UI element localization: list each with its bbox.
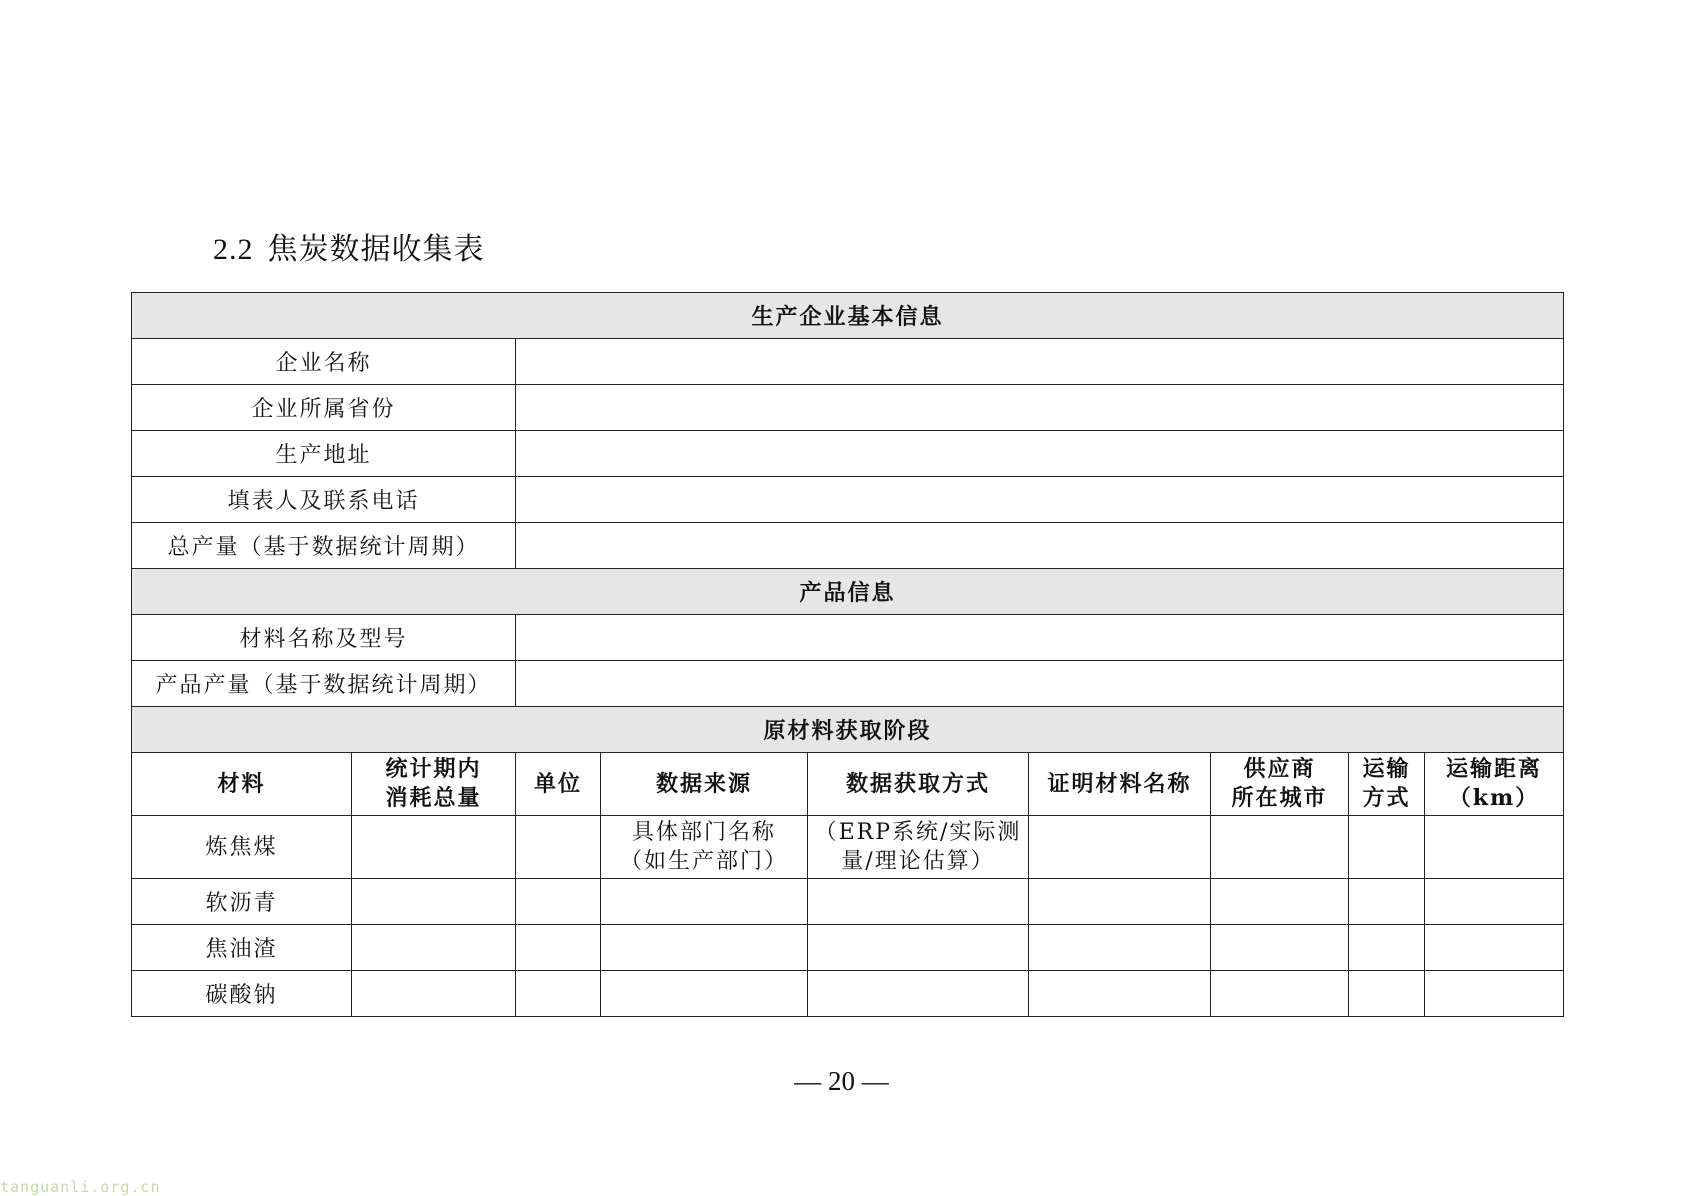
cell-data-source[interactable]	[601, 879, 808, 925]
cell-proof[interactable]	[1029, 971, 1211, 1017]
cell-transport-distance[interactable]	[1425, 816, 1564, 879]
cell-unit[interactable]	[516, 971, 601, 1017]
cell-unit[interactable]	[516, 816, 601, 879]
product-info-header: 产品信息	[132, 569, 1564, 615]
cell-method[interactable]	[808, 879, 1029, 925]
field-value-company-province[interactable]	[516, 385, 1564, 431]
field-label-company-name: 企业名称	[132, 339, 516, 385]
cell-data-source[interactable]	[601, 925, 808, 971]
table-row	[132, 385, 1564, 431]
cell-supplier-city[interactable]	[1211, 879, 1349, 925]
cell-transport-mode[interactable]	[1349, 816, 1425, 879]
table-row	[132, 615, 1564, 661]
cell-material: 炼焦煤	[132, 816, 352, 879]
column-header-material: 材料	[132, 753, 352, 816]
cell-proof[interactable]	[1029, 879, 1211, 925]
field-label-contact: 填表人及联系电话	[132, 477, 516, 523]
cell-transport-mode[interactable]	[1349, 925, 1425, 971]
basic-info-header: 生产企业基本信息	[132, 293, 1564, 339]
table-row	[132, 816, 1564, 879]
cell-method[interactable]	[808, 925, 1029, 971]
field-label-material-model: 材料名称及型号	[132, 615, 516, 661]
cell-material: 碳酸钠	[132, 971, 352, 1017]
cell-data-source[interactable]: 具体部门名称 （如生产部门）	[601, 816, 808, 879]
column-header-row	[132, 753, 1564, 816]
cell-proof[interactable]	[1029, 816, 1211, 879]
column-header-unit: 单位	[516, 753, 601, 816]
cell-unit[interactable]	[516, 879, 601, 925]
cell-transport-mode[interactable]	[1349, 971, 1425, 1017]
cell-method[interactable]: （ERP系统/实际测 量/理论估算）	[808, 816, 1029, 879]
table-row	[132, 431, 1564, 477]
cell-consumption[interactable]	[352, 925, 516, 971]
field-label-product-output: 产品产量（基于数据统计周期）	[132, 661, 516, 707]
cell-consumption[interactable]	[352, 816, 516, 879]
field-label-production-address: 生产地址	[132, 431, 516, 477]
cell-supplier-city[interactable]	[1211, 816, 1349, 879]
cell-data-source[interactable]	[601, 971, 808, 1017]
cell-supplier-city[interactable]	[1211, 971, 1349, 1017]
column-header-consumption: 统计期内 消耗总量	[352, 753, 516, 816]
cell-transport-distance[interactable]	[1425, 925, 1564, 971]
cell-consumption[interactable]	[352, 971, 516, 1017]
column-header-transport-mode: 运输 方式	[1349, 753, 1425, 816]
table-row	[132, 477, 1564, 523]
section-title	[213, 230, 485, 270]
column-header-data-source: 数据来源	[601, 753, 808, 816]
cell-material: 软沥青	[132, 879, 352, 925]
cell-consumption[interactable]	[352, 879, 516, 925]
column-header-transport-distance: 运输距离 （km）	[1425, 753, 1564, 816]
table-row	[132, 339, 1564, 385]
table-row	[132, 523, 1564, 569]
cell-material: 焦油渣	[132, 925, 352, 971]
column-header-proof: 证明材料名称	[1029, 753, 1211, 816]
table-row	[132, 661, 1564, 707]
cell-transport-mode[interactable]	[1349, 879, 1425, 925]
field-value-production-address[interactable]	[516, 431, 1564, 477]
column-header-method: 数据获取方式	[808, 753, 1029, 816]
cell-method[interactable]	[808, 971, 1029, 1017]
section-number: 2.2	[213, 233, 254, 266]
section-title-text: 焦炭数据收集表	[267, 232, 485, 267]
cell-supplier-city[interactable]	[1211, 925, 1349, 971]
field-value-contact[interactable]	[516, 477, 1564, 523]
field-value-product-output[interactable]	[516, 661, 1564, 707]
cell-unit[interactable]	[516, 925, 601, 971]
watermark: tanguanli.org.cn	[0, 1178, 161, 1196]
cell-transport-distance[interactable]	[1425, 971, 1564, 1017]
page-number: — 20 —	[794, 1066, 889, 1096]
raw-material-header: 原材料获取阶段	[132, 707, 1564, 753]
coke-data-collection-table	[131, 292, 1564, 1017]
field-label-company-province: 企业所属省份	[132, 385, 516, 431]
table-row	[132, 879, 1564, 925]
field-label-total-output: 总产量（基于数据统计周期）	[132, 523, 516, 569]
column-header-supplier-city: 供应商 所在城市	[1211, 753, 1349, 816]
table-row	[132, 925, 1564, 971]
cell-transport-distance[interactable]	[1425, 879, 1564, 925]
cell-proof[interactable]	[1029, 925, 1211, 971]
field-value-company-name[interactable]	[516, 339, 1564, 385]
field-value-total-output[interactable]	[516, 523, 1564, 569]
field-value-material-model[interactable]	[516, 615, 1564, 661]
table-row	[132, 971, 1564, 1017]
